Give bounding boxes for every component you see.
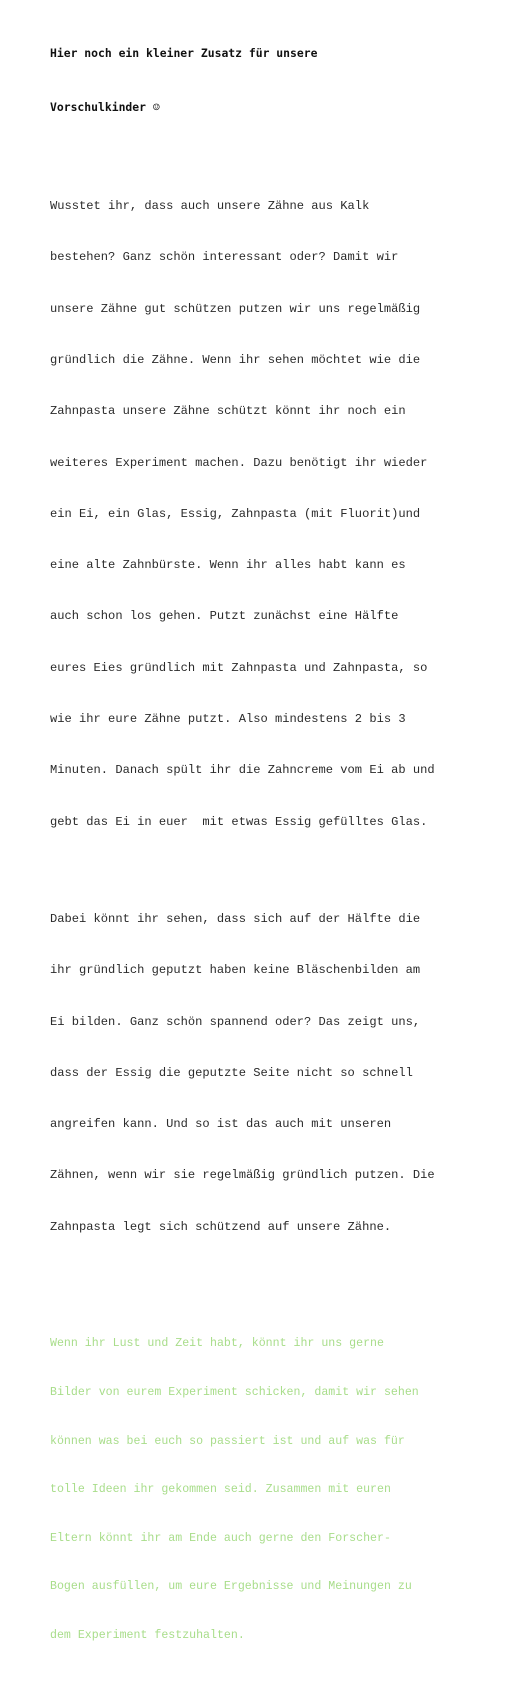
text-line: eures Eies gründlich mit Zahnpasta und Zahnpasta, so	[50, 660, 428, 675]
paragraph-experiment-intro	[50, 164, 470, 865]
text-line: tolle Ideen ihr gekommen seid. Zusammen mit euren	[50, 1483, 391, 1497]
text-line: Dabei könnt ihr sehen, dass sich auf der Hälfte die	[50, 912, 421, 927]
text-line: gründlich die Zähne. Wenn ihr sehen möchtet wie die	[50, 353, 421, 368]
paragraph-experiment-result	[50, 877, 470, 1270]
text-line: dass der Essig die geputzte Seite nicht so schnell	[50, 1065, 413, 1080]
text-line: Bilder von eurem Experiment schicken, damit wir sehen	[50, 1386, 419, 1400]
text-line: eine alte Zahnbürste. Wenn ihr alles habt kann es	[50, 558, 406, 573]
text-line: ein Ei, ein Glas, Essig, Zahnpasta (mit Fluorit)und	[50, 506, 421, 521]
text-line: wie ihr eure Zähne putzt. Also mindestens 2 bis 3	[50, 712, 406, 726]
text-line: gebt das Ei in euer mit etwas Essig gefülltes Glas.	[50, 814, 428, 829]
text-line: dem Experiment festzuhalten.	[50, 1629, 245, 1643]
text-line: auch schon los gehen. Putzt zunächst eine Hälfte	[50, 609, 399, 624]
text-line: Zahnpasta unsere Zähne schützt könnt ihr noch ein	[50, 404, 406, 419]
text-line: Minuten. Danach spült ihr die Zahncreme vom Ei ab und	[50, 763, 435, 778]
text-line: Wusstet ihr, dass auch unsere Zähne aus Kalk	[50, 199, 370, 214]
paragraph-invitation	[50, 1304, 470, 1677]
text-line: Eltern könnt ihr am Ende auch gerne den Forscher-	[50, 1531, 391, 1545]
text-line: weiteres Experiment machen. Dazu benötigt ihr wieder	[50, 455, 428, 470]
text-line: Wenn ihr Lust und Zeit habt, könnt ihr uns gerne	[50, 1337, 384, 1351]
text-line: Ei bilden. Ganz schön spannend oder? Das zeigt uns,	[50, 1014, 421, 1029]
text-line: können was bei euch so passiert ist und auf was für	[50, 1434, 405, 1448]
text-line: angreifen kann. Und so ist das auch mit unseren	[50, 1117, 392, 1132]
document-page	[50, 8, 470, 1689]
title-line: Vorschulkinder ☺	[50, 100, 160, 114]
text-line: Zahnpasta legt sich schützend auf unsere Zähne.	[50, 1219, 392, 1234]
page-title	[50, 8, 470, 152]
text-line: bestehen? Ganz schön interessant oder? Damit wir	[50, 250, 399, 265]
text-line: ihr gründlich geputzt haben keine Bläschenbilden am	[50, 963, 421, 978]
text-line: Bogen ausfüllen, um eure Ergebnisse und Meinungen zu	[50, 1580, 412, 1594]
title-line: Hier noch ein kleiner Zusatz für unsere	[50, 46, 318, 60]
text-line: unsere Zähne gut schützen putzen wir uns regelmäßig	[50, 301, 421, 316]
text-line: Zähnen, wenn wir sie regelmäßig gründlich putzen. Die	[50, 1168, 435, 1183]
